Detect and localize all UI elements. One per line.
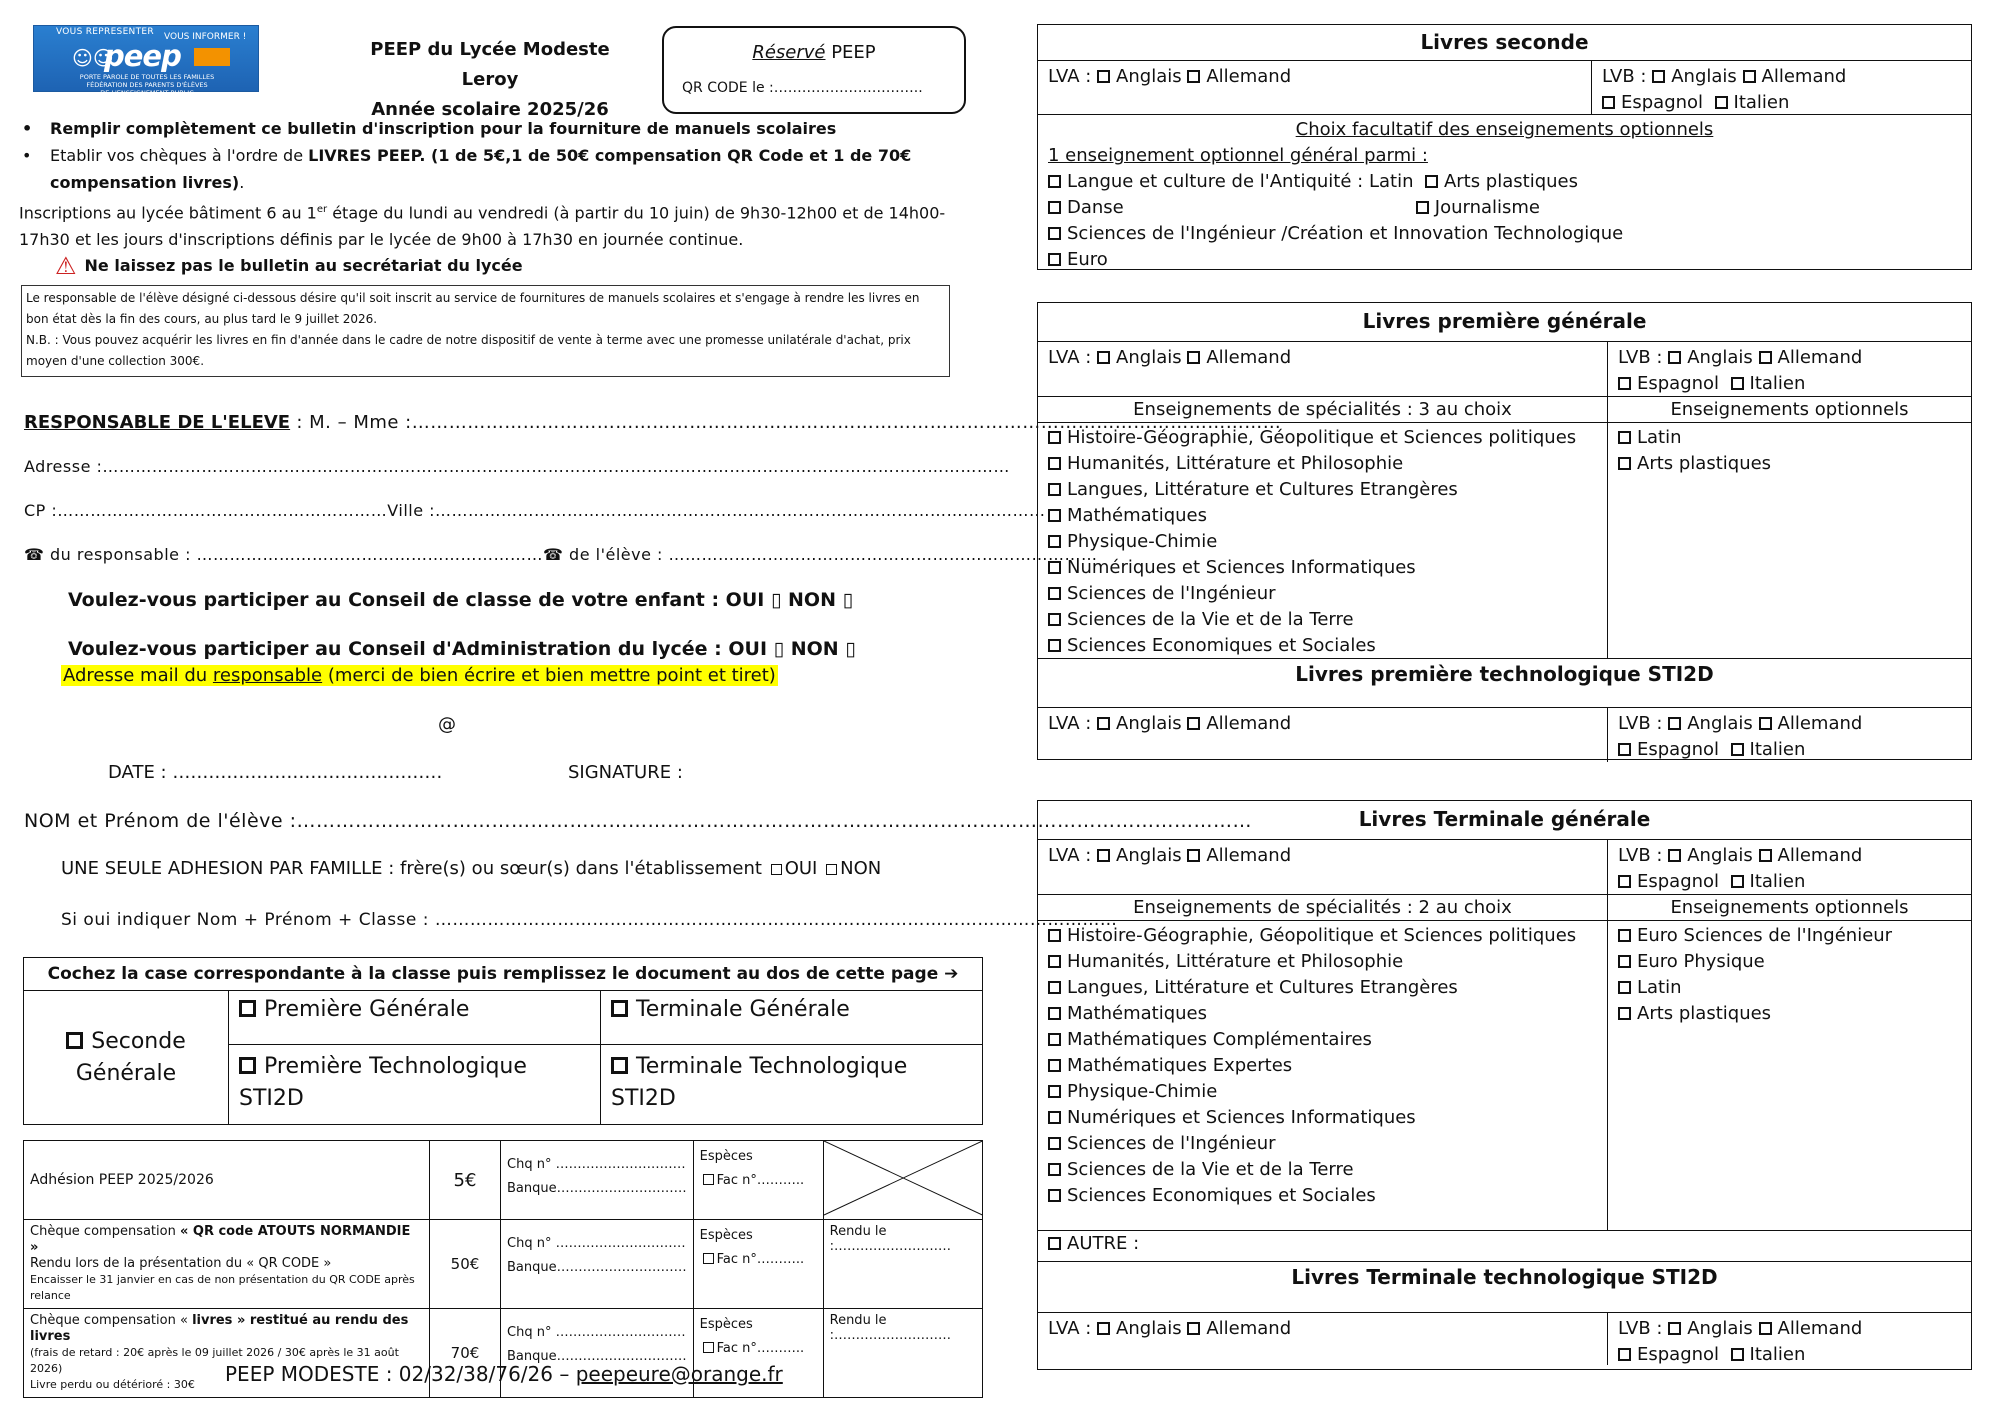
especes-field[interactable]: Espèces Fac n°……….. <box>693 1220 823 1309</box>
note-text: Le responsable de l'élève désigné ci-dessous désire qu'il soit inscrit au service de fournitures de manuels scolaires et s'engage à rendre les livres en bon état dès la fin des cours, au plus tard le 9 juillet 2026. <box>26 291 920 326</box>
checkbox-option[interactable]: Langues, Littérature et Cultures Etrangères <box>1048 477 1597 503</box>
lvb-choice: LVB : Anglais Allemand Espagnol Italien <box>1618 713 1863 760</box>
checkbox[interactable] <box>1759 849 1772 862</box>
checkbox[interactable] <box>1759 717 1772 730</box>
checkbox[interactable] <box>1048 1189 1061 1202</box>
checkbox-option[interactable]: Langues, Littérature et Cultures Etrangères <box>1048 975 1597 1001</box>
checkbox[interactable] <box>1618 875 1631 888</box>
checkbox[interactable] <box>1731 1348 1744 1361</box>
checkbox[interactable] <box>1048 639 1061 652</box>
checkbox[interactable] <box>1618 955 1631 968</box>
checkbox[interactable] <box>1187 351 1200 364</box>
section-header: Enseignements de spécialités : 3 au choix Enseignements optionnels <box>1038 396 1971 423</box>
crossed-cell <box>823 1141 982 1220</box>
checkbox[interactable] <box>1048 561 1061 574</box>
section-header: Enseignements de spécialités : 2 au choix Enseignements optionnels <box>1038 894 1971 921</box>
checkbox[interactable] <box>703 1253 714 1264</box>
lva-choice: LVA : Anglais Allemand <box>1038 342 1608 396</box>
autre-field[interactable]: AUTRE : <box>1038 1231 1971 1262</box>
logo-text: VOUS INFORMER ! <box>164 32 247 42</box>
phone-fields[interactable]: ☎ du responsable : ………………………………………………………☎ de l'élève : …………………………………………………………………… <box>24 545 1098 564</box>
specialites-list <box>1038 423 1608 658</box>
footer-contact: PEEP MODESTE : 02/32/38/76/26 – peepeure@orange.fr <box>225 1362 783 1386</box>
non-checkbox[interactable] <box>826 864 837 875</box>
payment-amount: 5€ <box>430 1141 501 1220</box>
checkbox[interactable] <box>1668 1322 1681 1335</box>
seconde-option[interactable]: Seconde Générale <box>24 991 229 1125</box>
checkbox[interactable] <box>1715 96 1728 109</box>
checkbox-option[interactable]: Mathématiques <box>1048 1001 1597 1027</box>
payment-label: Chèque compensation « livres » restitué au rendu des livres (frais de retard : 20€ après le 09 juillet 2026 / 30€ après le 31 août 2026) Livre perdu ou détérioré : 30€ <box>24 1309 430 1398</box>
checkbox-option[interactable]: Physique-Chimie <box>1048 1079 1597 1105</box>
email-field[interactable]: @ <box>438 714 456 735</box>
checkbox[interactable] <box>1618 929 1631 942</box>
checkbox[interactable] <box>1048 587 1061 600</box>
checkbox[interactable] <box>1416 201 1429 214</box>
checkbox[interactable] <box>703 1174 714 1185</box>
sibling-field[interactable]: Si oui indiquer Nom + Prénom + Classe : ……………………………………………………………………………………………………… <box>61 910 1118 930</box>
checkbox[interactable] <box>1048 1137 1061 1150</box>
rendu-field[interactable]: Rendu le :……………………… <box>823 1220 982 1309</box>
checkbox[interactable] <box>1048 431 1061 444</box>
checkbox[interactable] <box>1048 227 1061 240</box>
qr-code-field[interactable]: QR CODE le :………………………….. <box>682 80 923 96</box>
checkbox-option[interactable]: Physique-Chimie <box>1048 529 1597 555</box>
checkbox[interactable] <box>1187 717 1200 730</box>
reserved-box <box>662 26 966 114</box>
checkbox[interactable] <box>1618 1007 1631 1020</box>
premiere-box <box>1037 302 1972 760</box>
checkbox[interactable] <box>66 1032 83 1049</box>
checkbox[interactable] <box>1048 535 1061 548</box>
email-link[interactable]: peepeure@orange.fr <box>575 1362 783 1386</box>
checkbox-option[interactable]: Mathématiques <box>1048 503 1597 529</box>
checkbox[interactable] <box>1048 613 1061 626</box>
cheque-field[interactable]: Chq n° ………………………… Banque………………………… <box>501 1141 694 1220</box>
checkbox[interactable] <box>1187 849 1200 862</box>
checkbox[interactable] <box>1618 1348 1631 1361</box>
checkbox[interactable] <box>611 1000 628 1017</box>
checkbox[interactable] <box>239 1057 256 1074</box>
conseil-admin-question[interactable]: Voulez-vous participer au Conseil d'Administration du lycée : OUI ▯ NON ▯ <box>68 638 856 660</box>
document-title: PEEP du Lycée Modeste Leroy <box>370 39 610 90</box>
note-text: N.B. : Vous pouvez acquérir les livres en fin d'année dans le cadre de notre dispositif de vente à terme avec une promesse unilatérale d'achat, prix moyen d'une collection 300€. <box>26 333 911 368</box>
checkbox-option[interactable]: Euro Physique <box>1618 949 1961 975</box>
checkbox[interactable] <box>1743 70 1756 83</box>
peep-logo <box>33 25 259 97</box>
checkbox-option[interactable]: Mathématiques Complémentaires <box>1048 1027 1597 1053</box>
checkbox-option[interactable]: Numériques et Sciences Informatiques <box>1048 1105 1597 1131</box>
warning-icon: ⚠ <box>55 252 77 280</box>
reserved-label: Réservé PEEP <box>752 42 876 63</box>
conseil-classe-question[interactable]: Voulez-vous participer au Conseil de classe de votre enfant : OUI ▯ NON ▯ <box>68 589 854 611</box>
payment-table <box>23 1140 983 1398</box>
document-header <box>340 35 640 125</box>
checkbox[interactable] <box>1048 1007 1061 1020</box>
commitment-note <box>21 285 950 377</box>
checkbox-option[interactable]: Sciences Economiques et Sociales <box>1048 1183 1597 1209</box>
checkbox[interactable] <box>1048 1085 1061 1098</box>
checkbox[interactable] <box>239 1000 256 1017</box>
checkbox[interactable] <box>1048 955 1061 968</box>
checkbox[interactable] <box>1097 70 1110 83</box>
payment-amount: 50€ <box>430 1220 501 1309</box>
checkbox[interactable] <box>1731 875 1744 888</box>
checkbox-option[interactable]: Latin <box>1618 425 1961 451</box>
checkbox-option[interactable]: Sciences Economiques et Sociales <box>1048 633 1597 659</box>
school-year: Année scolaire 2025/26 <box>371 99 609 120</box>
checkbox-option[interactable]: Numériques et Sciences Informatiques <box>1048 555 1597 581</box>
checkbox[interactable] <box>1048 1033 1061 1046</box>
checkbox-option[interactable]: Sciences de l'Ingénieur <box>1048 581 1597 607</box>
family-icon: ☺☺ <box>72 46 114 70</box>
options-list <box>1608 921 1971 1230</box>
checkbox[interactable] <box>1048 1059 1061 1072</box>
date-field[interactable]: DATE : ……………………………………… <box>108 762 443 783</box>
checkbox[interactable] <box>1652 70 1665 83</box>
checkbox[interactable] <box>1048 509 1061 522</box>
box-title: Livres première technologique STI2D <box>1038 659 1971 708</box>
checkbox[interactable] <box>1731 377 1744 390</box>
class-choice-table <box>23 957 983 1125</box>
premiere-g-option[interactable]: Première Générale <box>229 991 601 1045</box>
checkbox[interactable] <box>1097 351 1110 364</box>
signature-field[interactable]: SIGNATURE : <box>568 762 683 783</box>
checkbox[interactable] <box>1097 849 1110 862</box>
checkbox[interactable] <box>1759 1322 1772 1335</box>
warning: ⚠ Ne laissez pas le bulletin au secrétariat du lycée <box>55 252 523 280</box>
especes-field[interactable]: Espèces Fac n°……….. <box>693 1141 823 1220</box>
student-name-field[interactable]: NOM et Prénom de l'élève :………………………………………………………………………………………………………………………………… <box>24 810 1253 832</box>
checkbox-option[interactable]: Arts plastiques <box>1618 1001 1961 1027</box>
cheque-field[interactable]: Chq n° ………………………… Banque………………………… <box>501 1220 694 1309</box>
checkbox[interactable] <box>1048 1237 1061 1250</box>
checkbox[interactable] <box>1618 981 1631 994</box>
checkbox[interactable] <box>1048 201 1061 214</box>
checkbox[interactable] <box>1602 96 1615 109</box>
logo-tagline: PORTE PAROLE DE TOUTES LES FAMILLES FÉDÉRATION DES PARENTS D'ÉLÈVES DE L'ENSEIGNEMENT PUBLIC <box>79 73 215 97</box>
checkbox[interactable] <box>1187 70 1200 83</box>
box-title: Livres première générale <box>1038 303 1971 342</box>
email-label: Adresse mail du responsable (merci de bien écrire et bien mettre point et tiret) <box>63 665 776 686</box>
checkbox-option[interactable]: Mathématiques Expertes <box>1048 1053 1597 1079</box>
checkbox[interactable] <box>1618 457 1631 470</box>
class-table-header: Cochez la case correspondante à la classe puis remplissez le document au dos de cette page ➔ <box>24 958 983 991</box>
specialites-list <box>1038 921 1608 1230</box>
checkbox-option[interactable]: Sciences de la Vie et de la Terre <box>1048 607 1597 633</box>
checkbox[interactable] <box>1731 743 1744 756</box>
seconde-box <box>1037 24 1972 270</box>
checkbox-option[interactable]: Humanités, Littérature et Philosophie <box>1048 451 1597 477</box>
checkbox-option[interactable]: Histoire-Géographie, Géopolitique et Sciences politiques <box>1048 425 1597 451</box>
flag-icon <box>194 48 230 66</box>
box-title: Livres Terminale technologique STI2D <box>1038 1262 1971 1313</box>
especes-field[interactable]: Espèces Fac n°……….. <box>693 1309 823 1398</box>
seconde-options: Choix facultatif des enseignements optionnels 1 enseignement optionnel général parmi : Langue et culture de l'Antiquité : Latin Arts plastiques Danse Journalisme Sciences de l'Ingénieur /Création et Innovation Technologique Euro <box>1048 119 1714 270</box>
checkbox-option[interactable]: Sciences de l'Ingénieur <box>1048 1131 1597 1157</box>
options-list <box>1608 423 1971 658</box>
lvb-choice: LVB : Anglais Allemand Espagnol Italien <box>1602 66 1847 113</box>
checkbox[interactable] <box>1048 981 1061 994</box>
checkbox-option[interactable]: Arts plastiques <box>1618 451 1961 477</box>
checkbox[interactable] <box>1668 849 1681 862</box>
adhesion-question: UNE SEULE ADHESION PAR FAMILLE : frère(s) ou sœur(s) dans l'établissement OUI NON <box>61 858 882 879</box>
checkbox[interactable] <box>1618 377 1631 390</box>
checkbox[interactable] <box>1048 175 1061 188</box>
checkbox[interactable] <box>1048 457 1061 470</box>
terminale-box <box>1037 800 1972 1370</box>
lva-choice: LVA : Anglais Allemand <box>1038 1313 1608 1365</box>
payment-amount: 70€ <box>430 1309 501 1398</box>
cp-ville-field[interactable]: CP :……………………………………………………Ville :………………………………………………………………………………………………… <box>24 501 1046 520</box>
terminale-g-option[interactable]: Terminale Générale <box>601 991 983 1045</box>
address-field[interactable]: Adresse :………………………………………………………………………………………………………………………………………………… <box>24 457 1010 476</box>
checkbox[interactable] <box>1048 929 1061 942</box>
checkbox-option[interactable]: Euro Sciences de l'Ingénieur <box>1618 923 1961 949</box>
checkbox[interactable] <box>1048 483 1061 496</box>
checkbox[interactable] <box>703 1342 714 1353</box>
checkbox[interactable] <box>611 1057 628 1074</box>
checkbox[interactable] <box>1759 351 1772 364</box>
terminale-t-option[interactable]: Terminale Technologique STI2D <box>601 1045 983 1125</box>
checkbox-option[interactable]: Humanités, Littérature et Philosophie <box>1048 949 1597 975</box>
checkbox-option[interactable]: Sciences de la Vie et de la Terre <box>1048 1157 1597 1183</box>
checkbox[interactable] <box>1668 717 1681 730</box>
instruction-item: • Etablir vos chèques à l'ordre de LIVRES PEEP. (1 de 5€,1 de 50€ compensation QR Code et 1 de 70€ compensation livres). <box>20 142 950 196</box>
oui-checkbox[interactable] <box>771 864 782 875</box>
checkbox[interactable] <box>1097 717 1110 730</box>
premiere-t-option[interactable]: Première Technologique STI2D <box>229 1045 601 1125</box>
lva-choice: LVA : Anglais Allemand <box>1038 61 1592 114</box>
rendu-field[interactable]: Rendu le :……………………… <box>823 1309 982 1398</box>
instruction-paragraph: Inscriptions au lycée bâtiment 6 au 1er étage du lundi au vendredi (à partir du 10 juin) de 9h30-12h00 et de 14h00-17h30 et les jours d'inscriptions définis par le lycée de 9h00 à 17h30 en journée continue. <box>19 203 946 250</box>
lva-choice: LVA : Anglais Allemand <box>1038 840 1608 894</box>
logo-word: peep <box>104 39 181 73</box>
lvb-choice: LVB : Anglais Allemand Espagnol Italien <box>1618 1318 1863 1365</box>
lvb-choice: LVB : Anglais Allemand Espagnol Italien <box>1618 845 1863 892</box>
box-title: Livres Terminale générale <box>1038 801 1971 840</box>
checkbox[interactable] <box>1668 351 1681 364</box>
payment-label: Adhésion PEEP 2025/2026 <box>24 1141 430 1220</box>
cheque-field[interactable]: Chq n° ………………………… Banque………………………… <box>501 1309 694 1398</box>
lvb-choice: LVB : Anglais Allemand Espagnol Italien <box>1618 347 1863 394</box>
checkbox[interactable] <box>1048 1163 1061 1176</box>
checkbox[interactable] <box>1097 1322 1110 1335</box>
checkbox[interactable] <box>1048 253 1061 266</box>
instruction-item: • Remplir complètement ce bulletin d'inscription pour la fourniture de manuels scolaires <box>20 115 950 142</box>
logo-text: VOUS REPRESENTER <box>56 27 154 37</box>
box-title: Livres seconde <box>1038 25 1971 61</box>
lva-choice: LVA : Anglais Allemand <box>1038 708 1608 762</box>
checkbox[interactable] <box>1618 743 1631 756</box>
instructions <box>20 115 950 253</box>
responsable-field[interactable]: RESPONSABLE DE L'ELEVE : M. – Mme :…………………………………………………………………………………………………………………………… <box>24 412 1282 433</box>
checkbox[interactable] <box>1425 175 1438 188</box>
checkbox[interactable] <box>1618 431 1631 444</box>
payment-label: Chèque compensation « QR code ATOUTS NORMANDIE » Rendu lors de la présentation du « QR CODE » Encaisser le 31 janvier en cas de non présentation du QR CODE après relance <box>24 1220 430 1309</box>
checkbox[interactable] <box>1048 1111 1061 1124</box>
checkbox[interactable] <box>1187 1322 1200 1335</box>
checkbox-option[interactable]: Histoire-Géographie, Géopolitique et Sciences politiques <box>1048 923 1597 949</box>
checkbox-option[interactable]: Latin <box>1618 975 1961 1001</box>
